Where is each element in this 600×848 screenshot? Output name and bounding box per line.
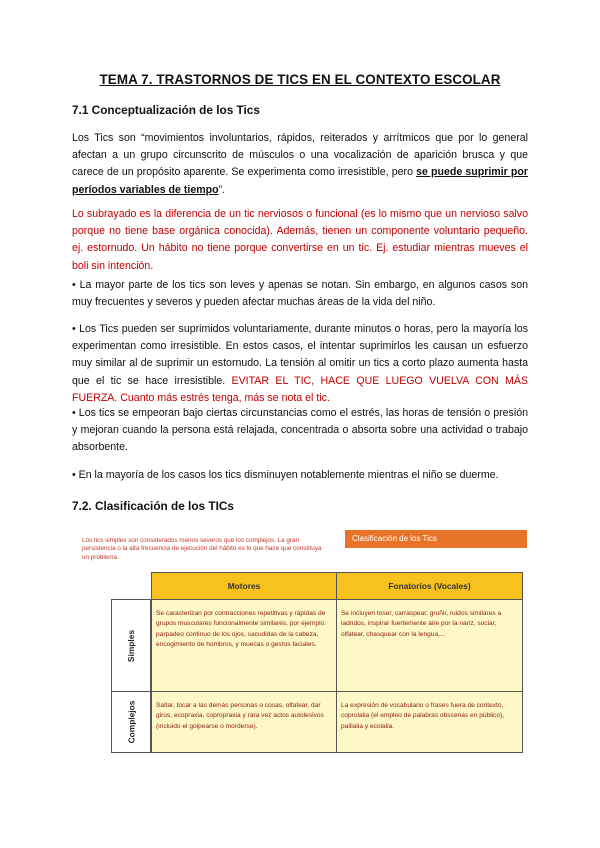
cell-simples-motores: Se caracterizan por contracciones repetitivas y rápidas de grupos musculares funcionalmente similares, por ejemplo: parpadeo continuo de los ojos, sacudidas de la cabeza, encogimiento de hombros, y muecas o gestos faciales. (151, 599, 337, 692)
row-label-complejos: Complejos (126, 700, 136, 744)
column-header-fonatorios: Fonatorios (Vocales) (336, 572, 523, 600)
classification-table (111, 572, 523, 753)
row-header-complejos (111, 691, 151, 753)
bullet-leves: • La mayor parte de los tics son leves y apenas se notan. Sin embargo, en algunos casos son muy frecuentes y severos y pueden afectar muchas áreas de la vida del niño. (72, 279, 528, 309)
bullet-suprimidos (72, 321, 528, 407)
bullet-empeoran: • Los tics se empeoran bajo ciertas circunstancias como el estrés, las horas de tensión o presión y mejoran cuando la persona está relajada, concentrada o absorta sobre una actividad o trabajo absorbente. (72, 407, 528, 454)
paragraph-definition (72, 130, 528, 199)
row-label-simples: Simples (126, 629, 136, 662)
classification-note: Los tics simples son considerados menos severos que los complejos. La gran persistencia o la alta frecuencia de ejecución del hábito es lo que hace que constituya un problema. (82, 537, 322, 561)
definition-text-end: ”. (218, 183, 226, 196)
paragraph-note-red: Lo subrayado es la diferencia de un tic nerviosos o funcional (es lo mismo que un nervioso salvo porque no tiene base orgánica conocida). Además, tienen un componente voluntario pequeño. ej. estornudo. Un hábito no tiene porque convertirse en un tic. Ej. estudiar mientras mueves el boli sin intención. (72, 208, 528, 272)
document-title: TEMA 7. TRASTORNOS DE TICS EN EL CONTEXTO ESCOLAR (99, 72, 501, 87)
bullet-duerme: • En la mayoría de los casos los tics disminuyen notablemente mientras el niño se duerme. (72, 469, 499, 481)
row-header-simples (111, 599, 151, 692)
definition-text-start: Los Tics son “movimientos involuntarios, rápidos, reiterados y arrítmicos que por lo general afectan a un grupo circunscrito de músculos o una vocalización de aparición brusca y que carece de un propósito aparente. Se experimenta como irresistible, pero (72, 132, 528, 179)
cell-simples-fonatorios: Se incluyen toser, carraspear, gruñir, ruidos similares a ladridos, inspirar fuertemente aire por la nariz, sociar, olfatear, chasquear con la lengua,... (336, 599, 523, 692)
column-header-motores: Motores (151, 572, 337, 600)
cell-complejos-motores: Saltar, tocar a las demás personas o cosas, olfatear, dar giros, ecopraxia, copropraxia y rara vez actos autolesivos (incluido el golpearse o morderse). (151, 691, 337, 753)
cell-complejos-fonatorios: La expresión de vocabulario o frases fuera de contexto, coprolalia (el empleo de palabras obscenas en público), palilalia y ecolalia. (336, 691, 523, 753)
definition-underlined: se puede suprimir por períodos variables de tiempo (72, 166, 528, 196)
bullet-suprimidos-red: EVITAR EL TIC, HACE QUE LUEGO VUELVA CON MÁS FUERZA. Cuanto más estrés tenga, más se nota el tic. (72, 374, 529, 404)
section-heading-conceptualizacion: 7.1 Conceptualización de los Tics (72, 103, 260, 117)
classification-box-title: Clasificación de los Tics (345, 530, 527, 548)
bullet-suprimidos-text: • Los Tics pueden ser suprimidos voluntariamente, durante minutos o horas, pero la mayoría los experimentan como irresistible. En estos casos, el intentar suprimirlos les causan un esfuerzo muy similar al de suprimir un estornudo. La tensión al omitir un tics a corto plazo aumenta hasta que el tic se hace irresistible. (72, 323, 528, 387)
section-heading-clasificacion: 7.2. Clasificación de los TICs (72, 499, 234, 513)
